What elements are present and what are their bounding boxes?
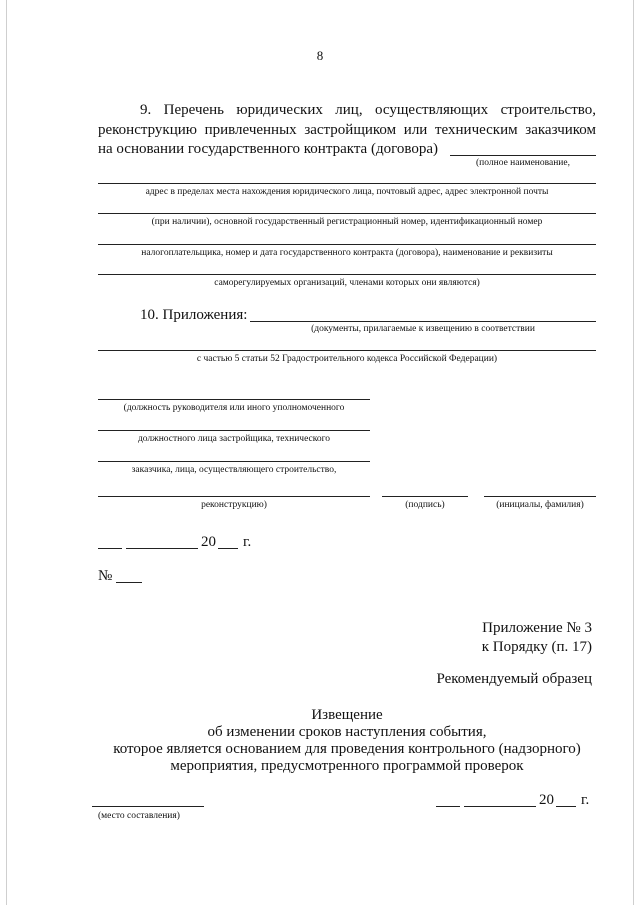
hint-position-4: реконструкцию) (201, 500, 267, 510)
appendix-title: Приложение № 3 (482, 620, 592, 636)
org-line-3 (98, 213, 596, 214)
hint-registration: (при наличии), основной государственный регистрационный номер, идентификационный номер (151, 217, 543, 227)
recommended-sample: Рекомендуемый образец (436, 671, 592, 687)
footer-day-line (436, 806, 460, 807)
notice-line-2: которое является основанием для проведения контрольного (надзорного) (113, 741, 581, 757)
scan-edge-right (633, 0, 634, 905)
position-line-2 (98, 430, 370, 431)
section9-line1: 9. Перечень юридических лиц, осуществляющих строительство, (140, 102, 596, 118)
notice-line-1: об изменении сроков наступления события, (207, 724, 487, 740)
date-year-suffix: г. (243, 534, 252, 550)
org-line-5 (98, 274, 596, 275)
attachments-line-2 (98, 350, 596, 351)
number-label: № (98, 568, 113, 584)
section9-line3: на основании государственного контракта (договора) (98, 141, 438, 157)
position-line-4 (98, 496, 370, 497)
position-line-1 (98, 399, 370, 400)
hint-sro: саморегулируемых организаций, членами которых они являются) (214, 278, 480, 288)
footer-month-line (464, 806, 536, 807)
section10-label: 10. Приложения: (140, 307, 248, 323)
hint-attachments: (документы, прилагаемые к извещению в соответствии (311, 324, 535, 334)
org-line-4 (98, 244, 596, 245)
org-line-2 (98, 183, 596, 184)
hint-signature: (подпись) (405, 500, 445, 510)
number-line (116, 582, 142, 583)
scan-edge-left (6, 0, 7, 905)
hint-full-name: (полное наименование, (476, 158, 570, 168)
appendix-ref: к Порядку (п. 17) (481, 639, 592, 655)
hint-name: (инициалы, фамилия) (496, 500, 584, 510)
page-number: 8 (316, 48, 324, 63)
place-line (92, 806, 204, 807)
footer-year-line (556, 806, 576, 807)
hint-position-1: (должность руководителя или иного уполномоченного (123, 403, 345, 413)
hint-place: (место составления) (98, 811, 180, 821)
date-year-line (218, 548, 238, 549)
name-line (484, 496, 596, 497)
hint-position-2: должностного лица застройщика, технического (137, 434, 331, 444)
signature-line (382, 496, 468, 497)
hint-article: с частью 5 статьи 52 Градостроительного кодекса Российской Федерации) (196, 354, 498, 364)
footer-year-prefix: 20 (539, 792, 554, 808)
attachments-line (250, 321, 596, 322)
hint-position-3: заказчика, лица, осуществляющего строительство, (131, 465, 337, 475)
notice-title: Извещение (311, 707, 383, 723)
notice-line-3: мероприятия, предусмотренного программой проверок (170, 758, 524, 774)
footer-year-suffix: г. (581, 792, 590, 808)
org-list-line (450, 155, 596, 156)
date-day-line (98, 548, 122, 549)
date-year-prefix: 20 (201, 534, 216, 550)
hint-taxpayer: налогоплательщика, номер и дата государственного контракта (договора), наименование и реквизиты (141, 248, 553, 258)
hint-address: адрес в пределах места нахождения юридического лица, почтовый адрес, адрес электронной почты (145, 187, 549, 197)
position-line-3 (98, 461, 370, 462)
section9-line2: реконструкцию привлеченных застройщиком или техническим заказчиком (98, 122, 596, 138)
date-month-line (126, 548, 198, 549)
